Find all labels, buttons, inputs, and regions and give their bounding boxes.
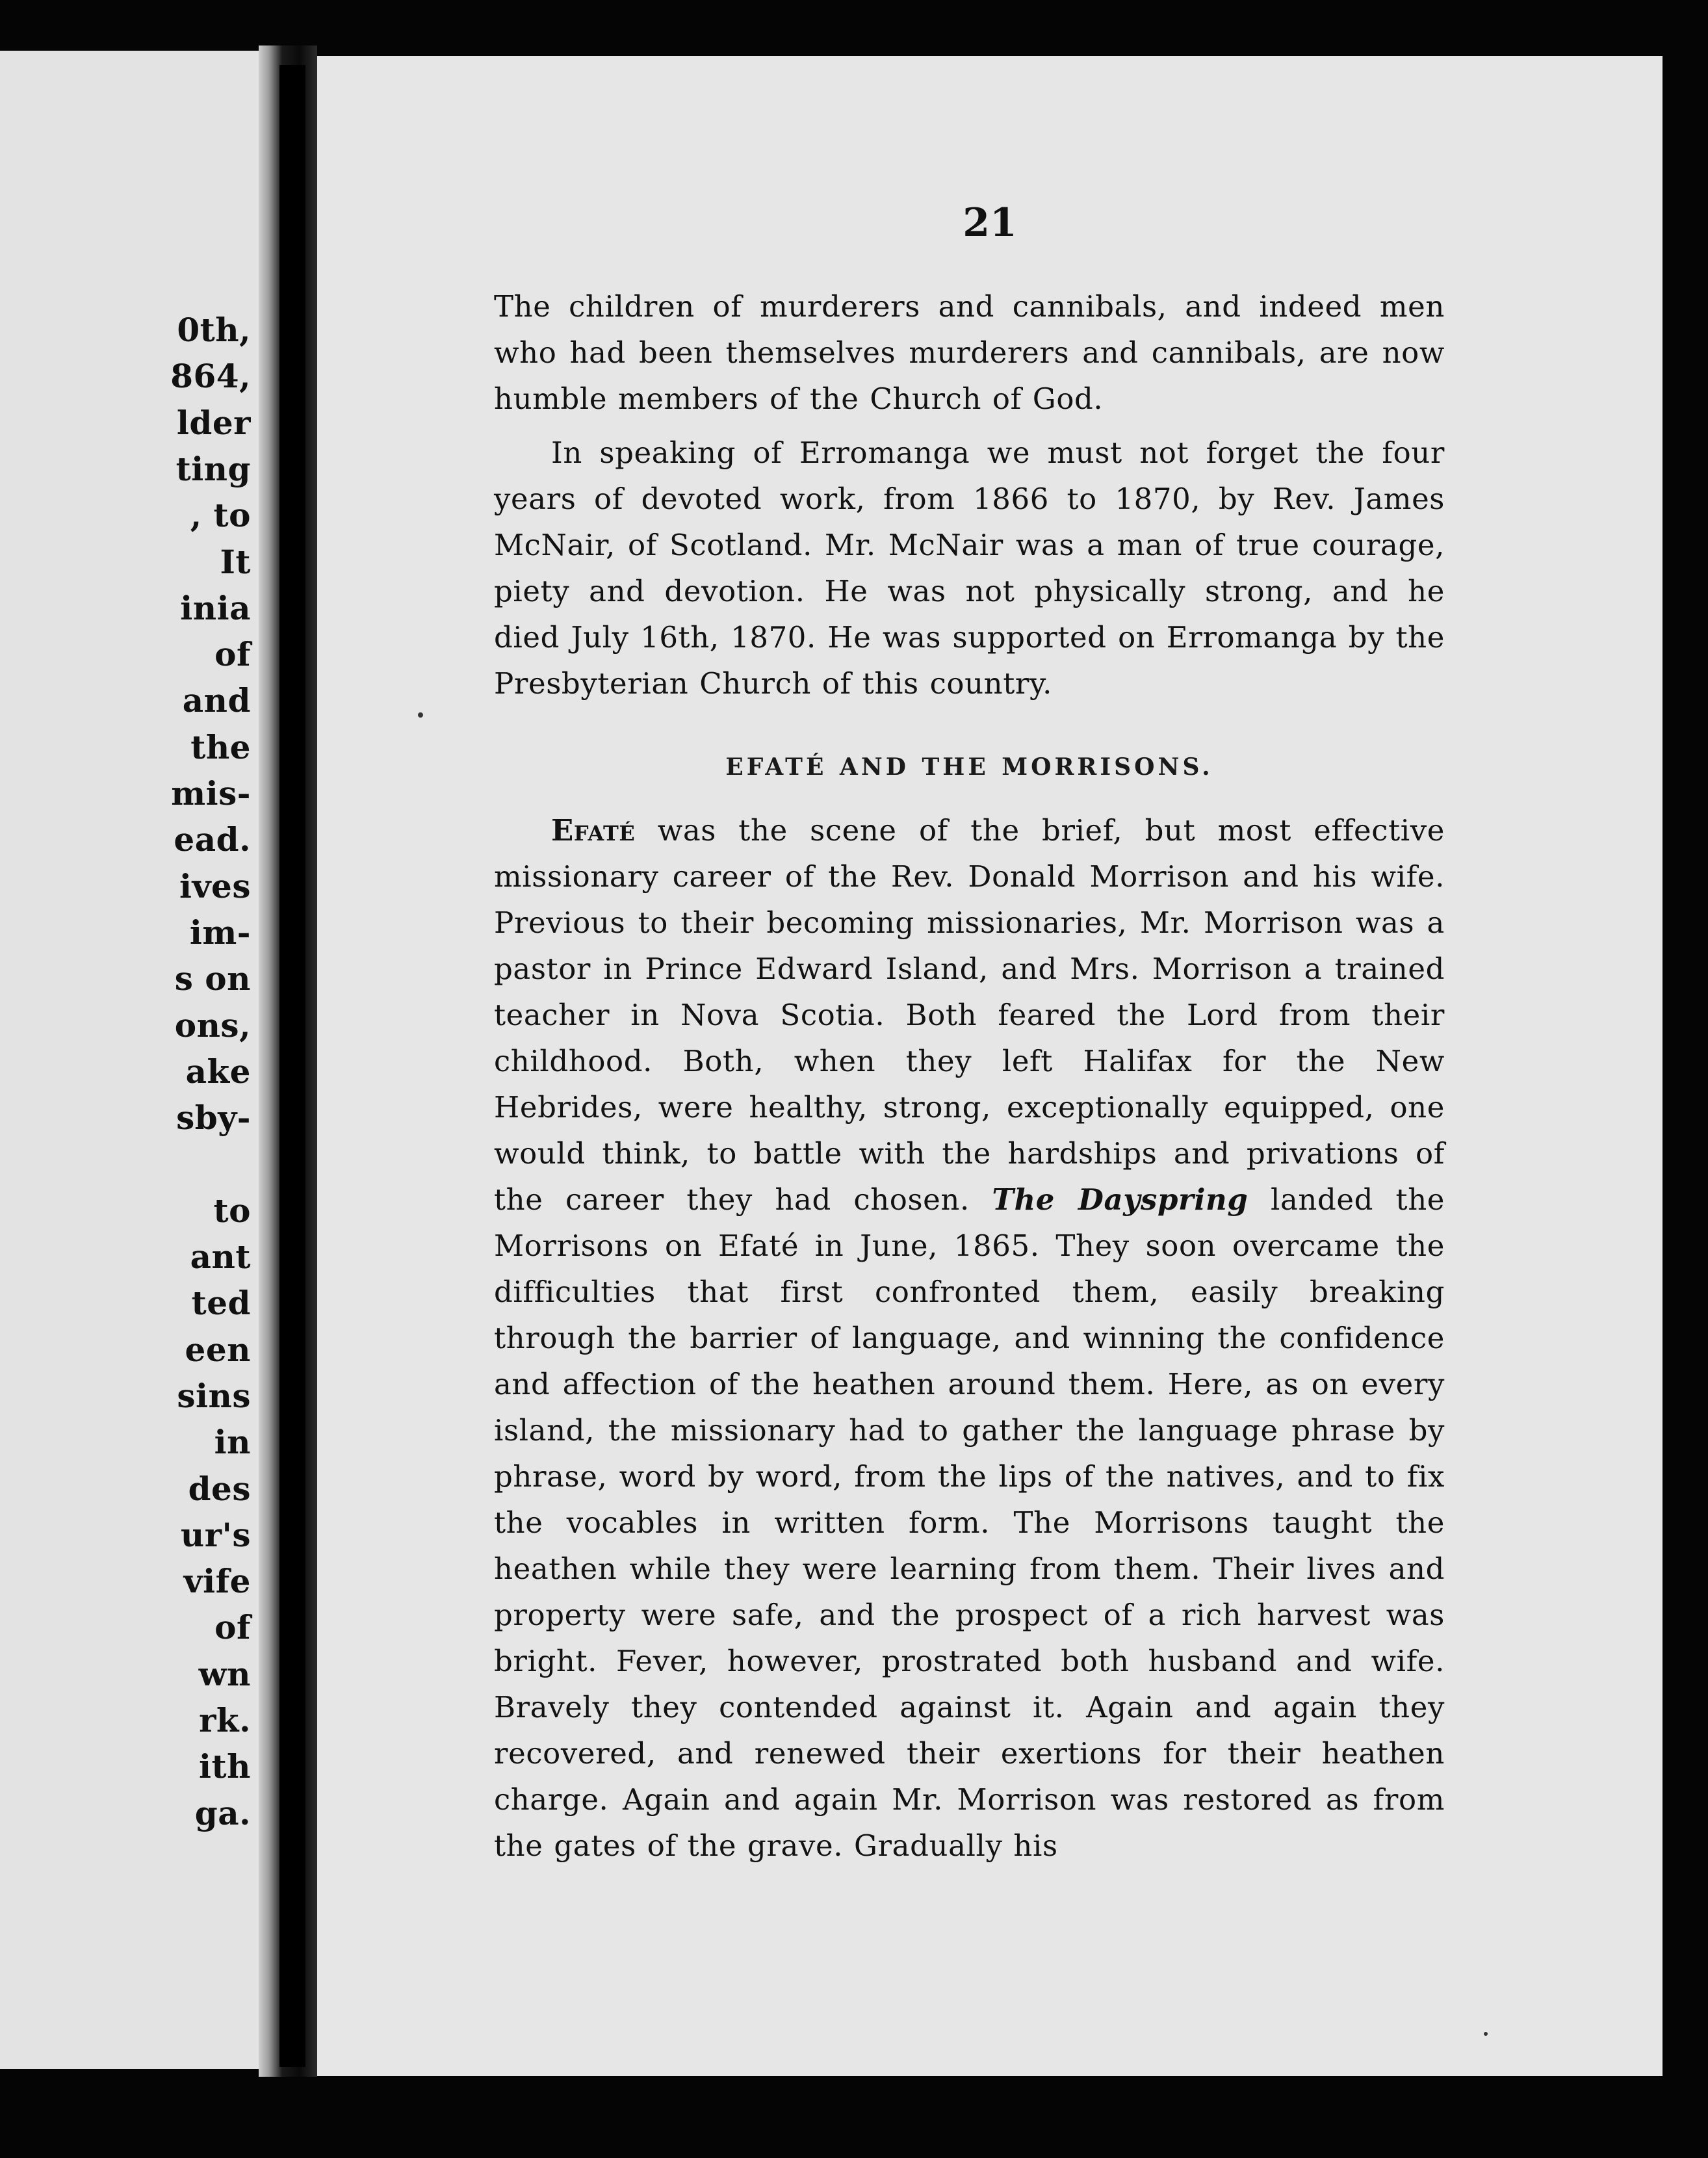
left-page-line-fragment: ant bbox=[190, 1238, 251, 1276]
left-page-line-fragment: It bbox=[220, 542, 251, 581]
ink-speck bbox=[1484, 2032, 1488, 2036]
left-facing-page bbox=[0, 51, 259, 2069]
left-page-line-fragment: wn bbox=[198, 1654, 251, 1693]
left-page-line-fragment: ons, bbox=[174, 1006, 251, 1045]
left-page-line-fragment: in bbox=[214, 1423, 251, 1462]
right-page bbox=[317, 56, 1663, 2076]
page-number: 21 bbox=[963, 200, 1017, 246]
left-page-line-fragment: des bbox=[188, 1469, 251, 1508]
left-page-line-fragment: een bbox=[185, 1330, 251, 1369]
paragraph-efate bbox=[494, 807, 1445, 1869]
spine-shadow bbox=[279, 65, 305, 2067]
left-page-line-fragment: of bbox=[214, 635, 251, 674]
left-page-line-fragment: ead. bbox=[174, 820, 251, 859]
left-page-line-fragment: ting bbox=[175, 449, 251, 488]
left-page-line-fragment: vife bbox=[183, 1562, 251, 1601]
left-page-line-fragment: ives bbox=[179, 866, 251, 905]
left-page-line-fragment: rk. bbox=[199, 1701, 251, 1739]
section-heading: EFATÉ AND THE MORRISONS. bbox=[725, 753, 1213, 781]
left-page-line-fragment: to bbox=[213, 1191, 251, 1230]
paragraph-mcnair: In speaking of Erromanga we must not forget the four years of devoted work, from 1866 to 1870, by Rev. James McNair, of Scotland. Mr. McNair was a man of true courage, piety and devotion. He was not physically strong, and he died July 16th, 1870. He was supported on Erromanga by the Presbyterian Church of this country. bbox=[494, 436, 1445, 701]
left-page-line-fragment: the bbox=[190, 727, 251, 766]
body-text bbox=[494, 283, 1445, 1869]
left-page-line-fragment: ur's bbox=[180, 1515, 251, 1554]
left-page-line-fragment: ted bbox=[191, 1284, 251, 1323]
paragraph-efate-part-b: landed the Morrisons on Efaté in June, 1865. They soon overcame the difficulties that first confronted them, easily breaking through the barrier of language, and winning the confidence and affection of the heathen around them. Here, as on every island, the missionary had to gather the language phrase by phrase, word by word, from the lips of the natives, and to fix the vocables in written form. The Morrisons taught the heathen while they were learning from them. Their lives and property were safe, and the prospect of a rich harvest was bright. Fever, however, prostrated both husband and wife. Bravely they contended against it. Again and again they recovered, and renewed their exertions for their heathen charge. Again and again Mr. Morrison was restored as from the gates of the grave. Gradually his bbox=[494, 1182, 1445, 1863]
left-page-line-fragment: 0th, bbox=[177, 311, 251, 349]
left-page-line-fragment: 864, bbox=[170, 357, 251, 396]
left-page-line-fragment: , to bbox=[190, 496, 251, 535]
left-page-line-fragment: ga. bbox=[194, 1793, 251, 1832]
left-page-line-fragment: mis- bbox=[171, 774, 251, 812]
left-page-line-fragment: lder bbox=[176, 403, 251, 442]
left-page-line-fragment: inia bbox=[180, 588, 251, 627]
left-page-line-fragment: sins bbox=[177, 1376, 251, 1415]
left-page-line-fragment: of bbox=[214, 1608, 251, 1647]
left-page-line-fragment: and bbox=[182, 681, 251, 720]
left-page-line-fragment: sby- bbox=[176, 1098, 251, 1138]
paragraph-children-of-murderers: The children of murderers and cannibals, and indeed men who had been themselves murderers and cannibals, are now humble members of the Church of God. bbox=[494, 289, 1445, 416]
paragraph-efate-part-a: was the scene of the brief, but most effective missionary career of the Rev. Donald Morrison and his wife. Previous to their becoming missionaries, Mr. Morrison was a pastor in Prince Edward Island, and Mrs. Morrison a trained teacher in Nova Scotia. Both feared the Lord from their childhood. Both, when they left Halifax for the New Hebrides, were healthy, strong, exceptionally equipped, one would think, to battle with the hardships and privations of the career they had chosen. bbox=[494, 813, 1445, 1217]
left-page-line-fragment: ith bbox=[199, 1747, 251, 1786]
left-page-line-fragment: ake bbox=[185, 1052, 251, 1091]
lead-word: Efaté bbox=[551, 813, 636, 848]
left-page-line-fragment: im- bbox=[189, 913, 251, 952]
left-page-line-fragment: s on bbox=[174, 959, 251, 998]
ship-name: The Dayspring bbox=[992, 1182, 1249, 1217]
ink-speck bbox=[418, 712, 423, 718]
